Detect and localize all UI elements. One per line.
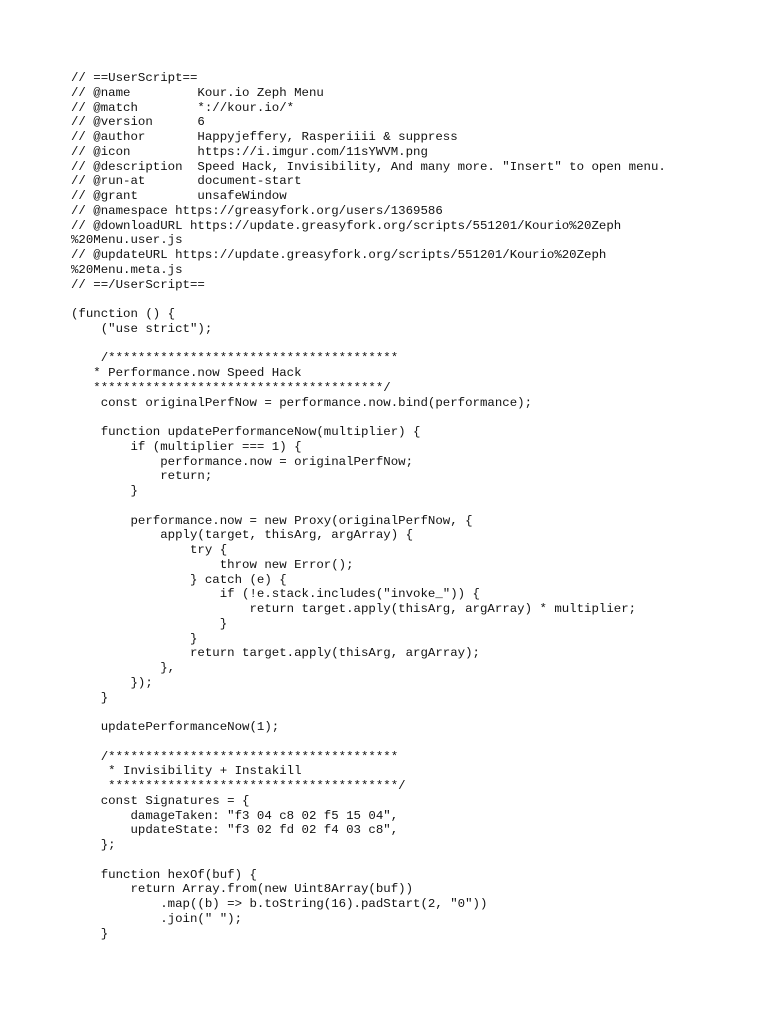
- code-line: [71, 410, 751, 425]
- code-line: ***************************************/: [71, 380, 391, 395]
- code-line: // @icon https://i.imgur.com/11sYWVM.png: [71, 144, 428, 159]
- code-line: /***************************************: [71, 351, 399, 366]
- code-line: // @downloadURL https://update.greasyfork.org/scripts/551201/Kourio%20Zeph: [71, 218, 622, 233]
- code-line: * Invisibility + Instakill: [71, 764, 302, 779]
- code-line: .map((b) => b.toString(16).padStart(2, "0")): [71, 897, 488, 911]
- code-line: } catch (e) {: [71, 572, 287, 587]
- code-line: // @grant unsafeWindow: [71, 189, 287, 203]
- code-line: [71, 499, 751, 514]
- code-line: }: [71, 631, 198, 646]
- code-line: }: [71, 690, 109, 705]
- code-line: throw new Error();: [71, 557, 354, 572]
- code-line: },: [71, 661, 176, 675]
- code-line: %20Menu.user.js: [71, 233, 183, 248]
- code-line: // @name Kour.io Zeph Menu: [71, 85, 324, 100]
- code-line: ***************************************/: [71, 779, 406, 793]
- code-line: }: [71, 926, 109, 941]
- code-line: performance.now = new Proxy(originalPerfNow, {: [71, 513, 473, 528]
- code-line: /***************************************: [71, 749, 399, 764]
- code-line: const Signatures = {: [71, 793, 250, 808]
- code-line: const originalPerfNow = performance.now.bind(performance);: [71, 395, 533, 410]
- code-line: return target.apply(thisArg, argArray);: [71, 646, 480, 661]
- code-line: [71, 705, 751, 720]
- code-line: return;: [71, 469, 213, 484]
- code-line: // @match *://kour.io/*: [71, 100, 295, 115]
- code-line: // ==/UserScript==: [71, 277, 205, 292]
- code-line: [71, 337, 751, 352]
- code-line: [71, 735, 751, 750]
- code-line: // @version 6: [71, 115, 205, 130]
- code-line: performance.now = originalPerfNow;: [71, 454, 414, 469]
- code-line: %20Menu.meta.js: [71, 262, 183, 277]
- code-line: [71, 292, 751, 307]
- code-line: };: [71, 838, 116, 852]
- code-line: [71, 853, 751, 868]
- code-line: }: [71, 616, 228, 631]
- code-line: if (multiplier === 1) {: [71, 439, 302, 454]
- code-line: function hexOf(buf) {: [71, 867, 257, 882]
- code-line: * Performance.now Speed Hack: [71, 366, 302, 380]
- code-line: return Array.from(new Uint8Array(buf)): [71, 882, 414, 897]
- code-line: apply(target, thisArg, argArray) {: [71, 528, 414, 543]
- code-line: // @updateURL https://update.greasyfork.org/scripts/551201/Kourio%20Zeph: [71, 248, 607, 262]
- code-line: }: [71, 484, 138, 498]
- code-line: // @description Speed Hack, Invisibility, And many more. "Insert" to open menu.: [71, 159, 666, 174]
- code-line: if (!e.stack.includes("invoke_")) {: [71, 587, 480, 602]
- code-line: (function () {: [71, 307, 176, 321]
- code-line: damageTaken: "f3 04 c8 02 f5 15 04",: [71, 808, 399, 823]
- code-line: // @run-at document-start: [71, 174, 302, 189]
- code-line: ("use strict");: [71, 321, 213, 336]
- code-document: [71, 71, 751, 941]
- code-line: return target.apply(thisArg, argArray) * multiplier;: [71, 602, 637, 616]
- code-line: updateState: "f3 02 fd 02 f4 03 c8",: [71, 823, 399, 838]
- code-line: try {: [71, 543, 228, 557]
- code-line: // ==UserScript==: [71, 71, 198, 85]
- code-line: function updatePerformanceNow(multiplier) {: [71, 425, 421, 439]
- code-line: updatePerformanceNow(1);: [71, 720, 280, 734]
- code-line: .join(" ");: [71, 911, 243, 926]
- code-line: // @namespace https://greasyfork.org/users/1369586: [71, 203, 443, 218]
- code-line: });: [71, 675, 153, 690]
- code-line: // @author Happyjeffery, Rasperiiii & suppress: [71, 130, 458, 144]
